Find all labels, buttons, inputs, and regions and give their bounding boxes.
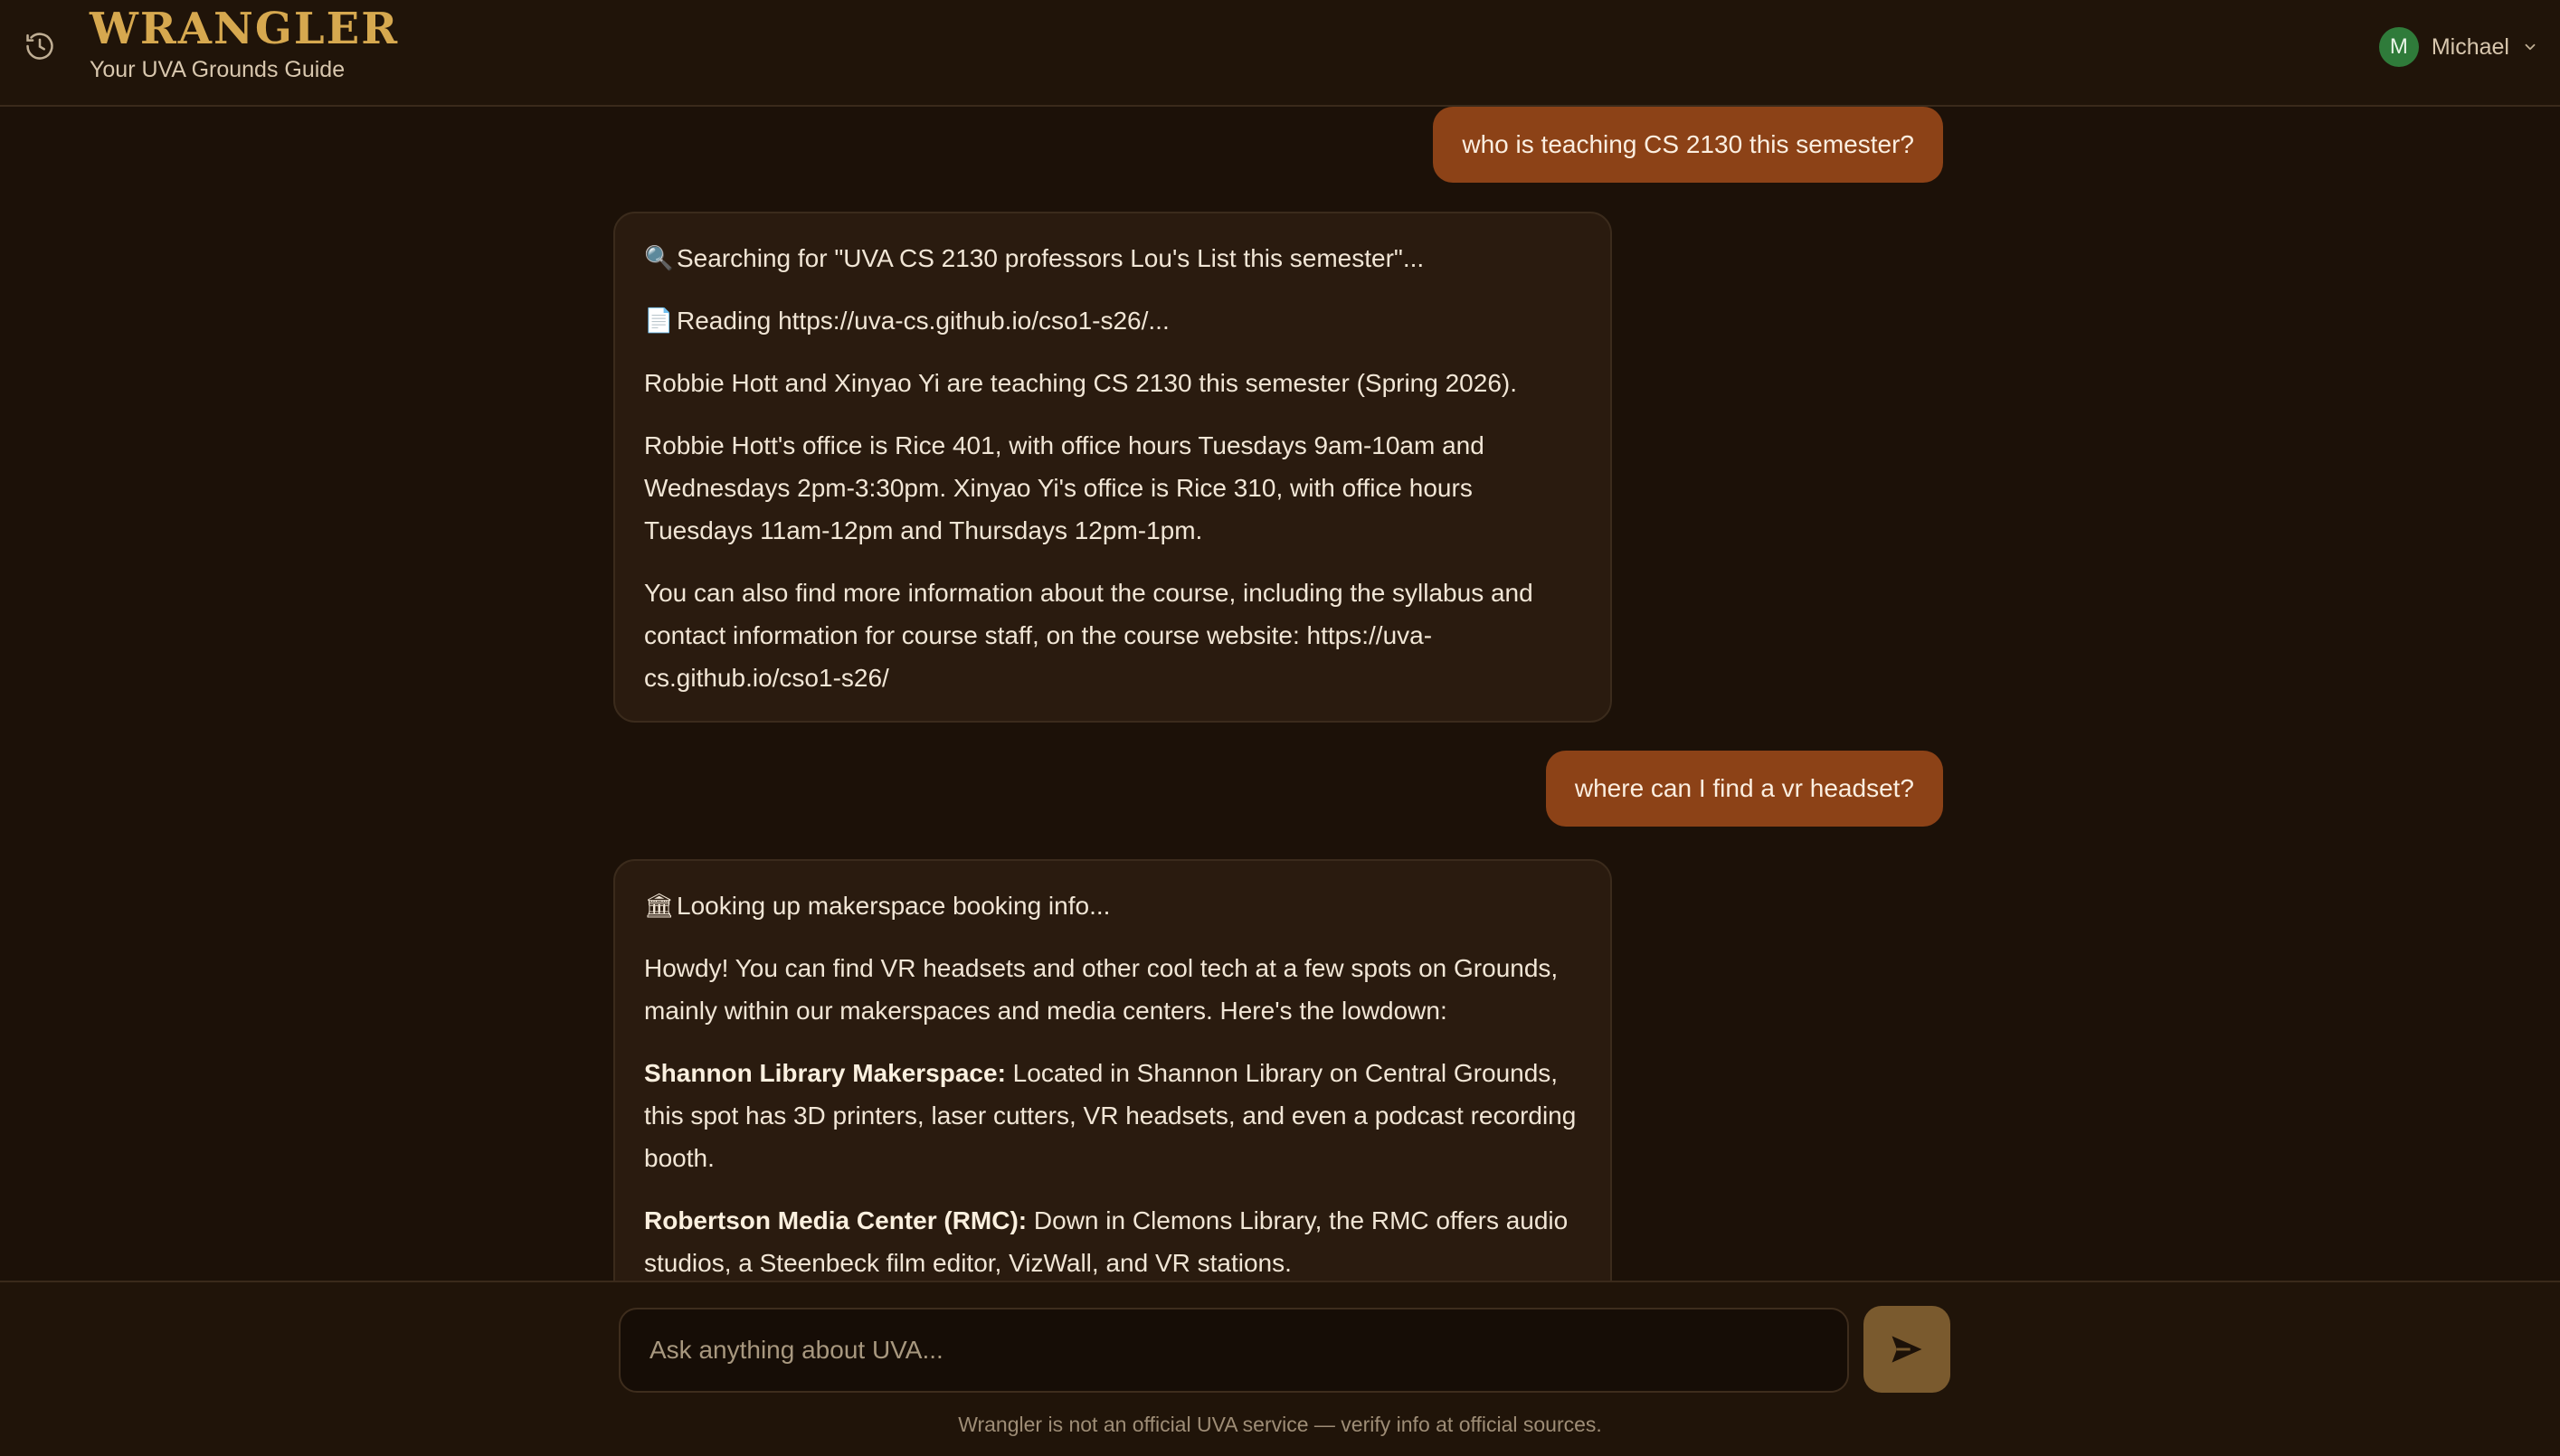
avatar: M [2379,27,2419,67]
disclaimer: Wrangler is not an official UVA service — verify info at official sources. [958,1413,1602,1436]
status-line [644,237,1581,279]
status-line [644,884,1581,927]
status-text: Reading https://uva-cs.github.io/cso1-s26/... [677,307,1170,335]
item-heading: Robertson Media Center (RMC): [644,1206,1028,1234]
send-icon [1887,1329,1927,1369]
response-paragraph: You can also find more information about the course, including the syllabus and contact information for course staff, on the course website: https://uva-cs.github.io/cso1-s26/ [644,579,1533,692]
document-icon: 📄 [644,307,674,334]
user-message-text: who is teaching CS 2130 this semester? [1462,130,1914,158]
user-name: Michael [2431,33,2509,60]
chat-input[interactable] [619,1308,1849,1393]
response-item [644,1199,1581,1281]
app-subtitle: Your UVA Grounds Guide [90,57,346,82]
user-message [1546,751,1943,827]
assistant-message [613,212,1612,723]
history-button[interactable] [20,26,60,66]
composer [0,1281,2560,1456]
send-button[interactable] [1863,1306,1950,1393]
item-text: Located in Shannon Library on Central Grounds, this spot has 3D printers, laser cutters, VR headsets, and even a podcast recording booth. [644,1059,1577,1172]
status-text: Searching for "UVA CS 2130 professors Lou's List this semester"... [677,244,1425,272]
item-text: Down in Clemons Library, the RMC offers audio studios, a Steenbeck film editor, VizWall, and VR stations. [644,1206,1569,1277]
app-header [0,0,2560,107]
app-title: WRANGLER [90,4,400,54]
user-menu[interactable] [2379,27,2538,67]
response-item [644,1052,1581,1179]
response-paragraph: Howdy! You can find VR headsets and other cool tech at a few spots on Grounds, mainly within our makerspaces and media centers. Here's the lowdown: [644,954,1559,1025]
response-paragraph: Robbie Hott and Xinyao Yi are teaching CS 2130 this semester (Spring 2026). [644,369,1518,397]
user-message [1433,107,1943,183]
search-icon: 🔍 [644,244,674,271]
item-heading: Shannon Library Makerspace: [644,1059,1006,1087]
chevron-down-icon [2522,39,2538,55]
status-line [644,299,1581,342]
building-icon: 🏛 [644,892,675,919]
clock-history-icon [23,29,57,63]
user-message-text: where can I find a vr headset? [1574,774,1914,802]
chat-thread[interactable] [0,107,2560,1281]
status-text: Looking up makerspace booking info... [677,892,1111,920]
assistant-message [613,859,1612,1281]
chat-input-placeholder: Ask anything about UVA... [649,1336,943,1364]
response-paragraph: Robbie Hott's office is Rice 401, with office hours Tuesdays 9am-10am and Wednesdays 2pm-3:30pm. Xinyao Yi's office is Rice 310, with office hours Tuesdays 11am-12pm and Thursdays 12pm-1pm. [644,431,1484,544]
